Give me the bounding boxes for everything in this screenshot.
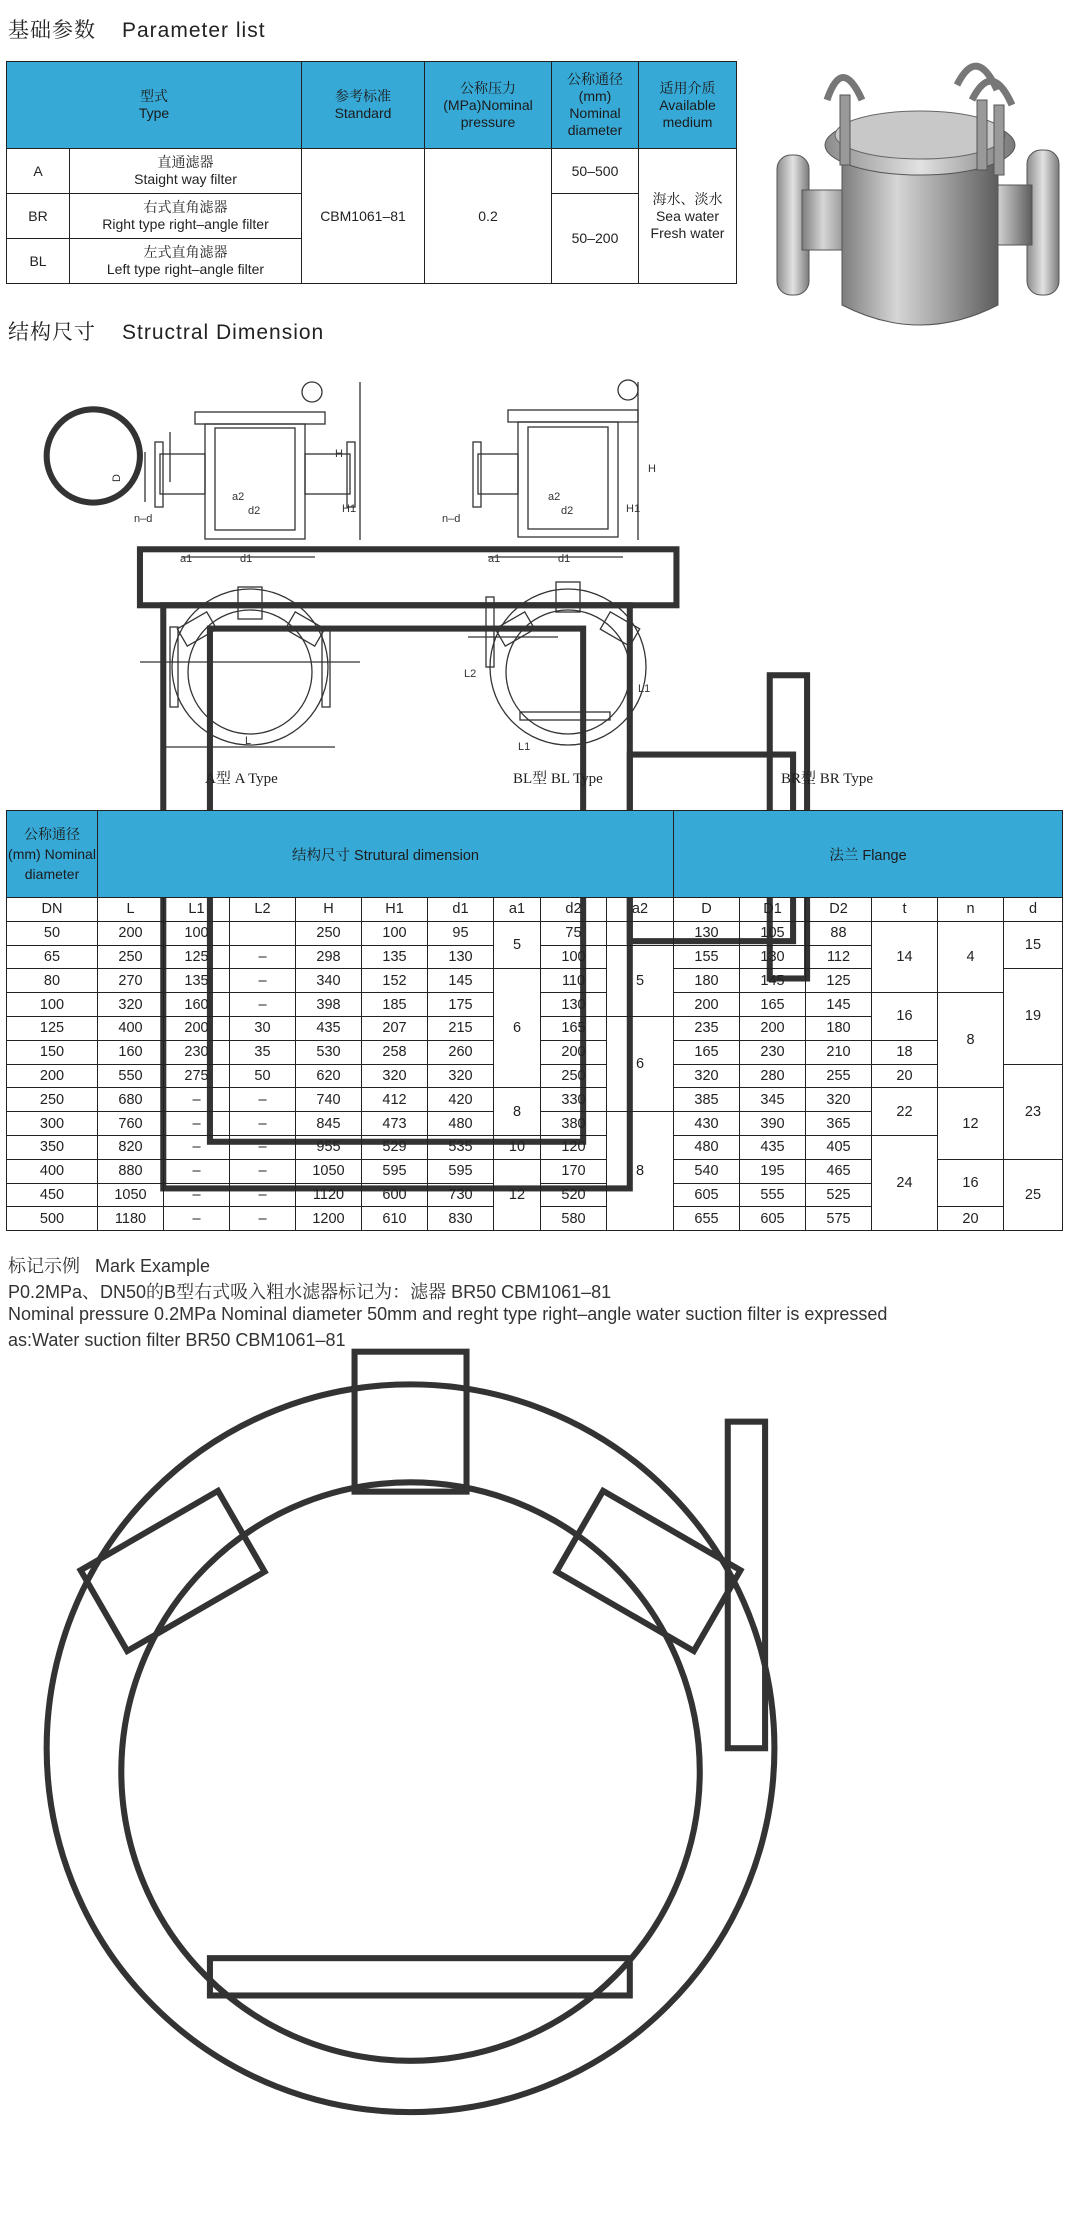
cell-d1: 260 — [428, 1040, 494, 1064]
cell-l: 1050 — [98, 1183, 164, 1207]
cell-D2: 465 — [806, 1159, 872, 1183]
cell-d1: 215 — [428, 1016, 494, 1040]
column-header-dn: DN — [7, 898, 98, 922]
cell-h1: 207 — [362, 1016, 428, 1040]
svg-text:d2: d2 — [248, 505, 261, 517]
type-code: BL — [7, 239, 70, 284]
cell-d: 23 — [1004, 1064, 1063, 1159]
cell-l: 820 — [98, 1135, 164, 1159]
cell-l2: 35 — [230, 1040, 296, 1064]
cell-l2: – — [230, 1159, 296, 1183]
cell-l1: 275 — [164, 1064, 230, 1088]
structural-dimension-title — [8, 316, 324, 346]
column-header-d2: d2 — [541, 898, 607, 922]
svg-text:H: H — [648, 463, 656, 475]
cell-l2: 50 — [230, 1064, 296, 1088]
cell-d2: 580 — [541, 1207, 607, 1231]
header-type: 型式 Type — [7, 62, 302, 149]
header-structural-dimension: 结构尺寸 Strutural dimension — [98, 811, 674, 898]
svg-text:L2: L2 — [464, 668, 477, 680]
cell-D: 130 — [674, 921, 740, 945]
cell-h: 435 — [296, 1016, 362, 1040]
svg-text:n–d: n–d — [442, 513, 461, 525]
cell-l2: – — [230, 1112, 296, 1136]
type-code: A — [7, 149, 70, 194]
title-cn: 结构尺寸 — [8, 320, 96, 344]
svg-text:H1: H1 — [342, 503, 357, 515]
cell-d1: 730 — [428, 1183, 494, 1207]
svg-text:d1: d1 — [558, 553, 571, 565]
cell-d1: 535 — [428, 1135, 494, 1159]
svg-text:a1: a1 — [488, 553, 501, 565]
cell-d1: 320 — [428, 1064, 494, 1088]
cell-D: 200 — [674, 993, 740, 1017]
cell-h1: 320 — [362, 1064, 428, 1088]
cell-h1: 100 — [362, 921, 428, 945]
cell-d2: 165 — [541, 1016, 607, 1040]
cell-h1: 258 — [362, 1040, 428, 1064]
svg-text:n–d: n–d — [134, 513, 153, 525]
cell-l: 680 — [98, 1088, 164, 1112]
cell-dn: 80 — [7, 969, 98, 993]
cell-n: 16 — [938, 1159, 1004, 1207]
type-code: BR — [7, 194, 70, 239]
cell-D1: 145 — [740, 969, 806, 993]
header-pressure: 公称压力 (MPa)Nominal pressure — [425, 62, 552, 149]
cell-a1: 8 — [494, 1088, 541, 1136]
cell-D1: 105 — [740, 921, 806, 945]
filter-product-photo — [772, 45, 1064, 335]
cell-dn: 200 — [7, 1064, 98, 1088]
title-en: Structral Dimension — [122, 321, 325, 344]
cell-a2 — [607, 921, 674, 945]
cell-l: 1180 — [98, 1207, 164, 1231]
svg-text:D: D — [111, 474, 123, 482]
cell-d2: 520 — [541, 1183, 607, 1207]
cell-a1: 12 — [494, 1159, 541, 1230]
cell-d2: 380 — [541, 1112, 607, 1136]
cell-dn: 100 — [7, 993, 98, 1017]
cell-D2: 365 — [806, 1112, 872, 1136]
cell-D1: 390 — [740, 1112, 806, 1136]
cell-l1: – — [164, 1207, 230, 1231]
cell-D: 385 — [674, 1088, 740, 1112]
cell-l: 160 — [98, 1040, 164, 1064]
cell-d: 15 — [1004, 921, 1063, 969]
svg-text:d1: d1 — [240, 553, 253, 565]
svg-text:a2: a2 — [232, 491, 245, 503]
column-header-t: t — [872, 898, 938, 922]
cell-h: 530 — [296, 1040, 362, 1064]
br-type-caption: BR型 BR Type — [781, 771, 874, 787]
cell-D1: 230 — [740, 1040, 806, 1064]
cell-D: 180 — [674, 969, 740, 993]
header-medium: 适用介质 Available medium — [639, 62, 737, 149]
cell-a2: 6 — [607, 1016, 674, 1111]
standard-value: CBM1061–81 — [302, 149, 425, 284]
cell-l2: – — [230, 1183, 296, 1207]
cell-l2 — [230, 921, 296, 945]
cell-d1: 130 — [428, 945, 494, 969]
cell-t: 16 — [872, 993, 938, 1041]
cell-n: 20 — [938, 1207, 1004, 1231]
title-cn: 基础参数 — [8, 18, 96, 42]
cell-D2: 112 — [806, 945, 872, 969]
cell-D: 235 — [674, 1016, 740, 1040]
cell-l1: 125 — [164, 945, 230, 969]
cell-D1: 130 — [740, 945, 806, 969]
pressure-value: 0.2 — [425, 149, 552, 284]
cell-h: 340 — [296, 969, 362, 993]
cell-l: 760 — [98, 1112, 164, 1136]
a-type-caption: A型 A Type — [205, 771, 278, 787]
column-header-h1: H1 — [362, 898, 428, 922]
svg-text:L1: L1 — [638, 683, 651, 695]
cell-l: 250 — [98, 945, 164, 969]
cell-l: 550 — [98, 1064, 164, 1088]
cell-t: 24 — [872, 1135, 938, 1230]
column-header-row — [7, 898, 1063, 922]
dimension-table — [6, 810, 1063, 1231]
diameter-range: 50–500 — [552, 149, 639, 194]
cell-h1: 135 — [362, 945, 428, 969]
parameter-list-title — [8, 14, 266, 44]
cell-h: 1120 — [296, 1183, 362, 1207]
cell-D: 155 — [674, 945, 740, 969]
cell-d2: 130 — [541, 993, 607, 1017]
table-row — [7, 1135, 1063, 1159]
cell-D1: 555 — [740, 1183, 806, 1207]
cell-dn: 300 — [7, 1112, 98, 1136]
header-nominal-diameter: 公称通径 (mm) Nominal diameter — [7, 811, 98, 898]
cell-n: 12 — [938, 1088, 1004, 1159]
cell-d2: 120 — [541, 1135, 607, 1159]
cell-D2: 88 — [806, 921, 872, 945]
cell-l: 400 — [98, 1016, 164, 1040]
parameter-table — [6, 61, 737, 284]
cell-a1: 6 — [494, 969, 541, 1088]
cell-D: 430 — [674, 1112, 740, 1136]
cell-D: 320 — [674, 1064, 740, 1088]
cell-l2: – — [230, 969, 296, 993]
cell-t: 18 — [872, 1040, 938, 1064]
cell-a1: 5 — [494, 921, 541, 969]
column-header-d: D — [674, 898, 740, 922]
cell-D2: 575 — [806, 1207, 872, 1231]
cell-dn: 150 — [7, 1040, 98, 1064]
cell-D: 480 — [674, 1135, 740, 1159]
cell-d1: 175 — [428, 993, 494, 1017]
cell-l1: – — [164, 1135, 230, 1159]
cell-D2: 145 — [806, 993, 872, 1017]
column-header-l1: L1 — [164, 898, 230, 922]
cell-dn: 125 — [7, 1016, 98, 1040]
cell-D1: 605 — [740, 1207, 806, 1231]
column-header-d: d — [1004, 898, 1063, 922]
cell-d1: 595 — [428, 1159, 494, 1183]
cell-l2: 30 — [230, 1016, 296, 1040]
type-name: 右式直角滤器 Right type right–angle filter — [70, 194, 302, 239]
mark-example-line-3: as:Water suction filter BR50 CBM1061–81 — [8, 1330, 346, 1350]
cell-l1: 200 — [164, 1016, 230, 1040]
cell-l1: 135 — [164, 969, 230, 993]
cell-l1: – — [164, 1112, 230, 1136]
cell-h1: 185 — [362, 993, 428, 1017]
cell-h: 1050 — [296, 1159, 362, 1183]
column-header-n: n — [938, 898, 1004, 922]
svg-text:d2: d2 — [561, 505, 574, 517]
medium-value: 海水、淡水 Sea water Fresh water — [639, 149, 737, 284]
cell-D2: 525 — [806, 1183, 872, 1207]
cell-D2: 320 — [806, 1088, 872, 1112]
cell-d: 19 — [1004, 969, 1063, 1064]
cell-d2: 200 — [541, 1040, 607, 1064]
cell-l2: – — [230, 1088, 296, 1112]
cell-h: 298 — [296, 945, 362, 969]
cell-h1: 152 — [362, 969, 428, 993]
cell-h: 740 — [296, 1088, 362, 1112]
column-header-l: L — [98, 898, 164, 922]
cell-D2: 125 — [806, 969, 872, 993]
header-flange: 法兰 Flange — [674, 811, 1063, 898]
cell-d2: 100 — [541, 945, 607, 969]
column-header-l2: L2 — [230, 898, 296, 922]
svg-text:H: H — [335, 448, 343, 460]
title-en: Parameter list — [122, 19, 266, 42]
cell-D: 655 — [674, 1207, 740, 1231]
cell-t: 22 — [872, 1088, 938, 1136]
cell-l: 880 — [98, 1159, 164, 1183]
mark-example-title: 标记示例 Mark Example — [8, 1256, 211, 1276]
cell-D1: 345 — [740, 1088, 806, 1112]
cell-dn: 500 — [7, 1207, 98, 1231]
cell-l2: – — [230, 945, 296, 969]
cell-l1: – — [164, 1183, 230, 1207]
cell-d2: 330 — [541, 1088, 607, 1112]
cell-h1: 412 — [362, 1088, 428, 1112]
cell-D1: 165 — [740, 993, 806, 1017]
cell-dn: 50 — [7, 921, 98, 945]
table-row — [7, 1088, 1063, 1112]
svg-text:a2: a2 — [548, 491, 561, 503]
column-header-d1: D1 — [740, 898, 806, 922]
cell-dn: 65 — [7, 945, 98, 969]
cell-d1: 95 — [428, 921, 494, 945]
diameter-range: 50–200 — [552, 194, 639, 284]
cell-d1: 420 — [428, 1088, 494, 1112]
cell-D: 165 — [674, 1040, 740, 1064]
column-header-d1: d1 — [428, 898, 494, 922]
cell-d1: 145 — [428, 969, 494, 993]
cell-n: 4 — [938, 921, 1004, 992]
cell-dn: 250 — [7, 1088, 98, 1112]
cell-n: 8 — [938, 993, 1004, 1088]
svg-text:a1: a1 — [180, 553, 193, 565]
type-name: 左式直角滤器 Left type right–angle filter — [70, 239, 302, 284]
cell-l1: 100 — [164, 921, 230, 945]
cell-dn: 400 — [7, 1159, 98, 1183]
cell-D2: 180 — [806, 1016, 872, 1040]
cell-d2: 75 — [541, 921, 607, 945]
cell-dn: 450 — [7, 1183, 98, 1207]
cell-h: 955 — [296, 1135, 362, 1159]
svg-text:H1: H1 — [626, 503, 641, 515]
cell-D1: 200 — [740, 1016, 806, 1040]
mark-example-line-2: Nominal pressure 0.2MPa Nominal diameter 50mm and reght type right–angle water suction filter is expressed — [8, 1304, 888, 1324]
cell-D1: 435 — [740, 1135, 806, 1159]
svg-text:L: L — [245, 735, 252, 747]
cell-l: 200 — [98, 921, 164, 945]
type-name: 直通滤器 Staight way filter — [70, 149, 302, 194]
bl-type-caption: BL型 BL Type — [513, 771, 603, 787]
cell-l1: – — [164, 1088, 230, 1112]
cell-l1: 230 — [164, 1040, 230, 1064]
cell-a2: 8 — [607, 1112, 674, 1231]
cell-D1: 280 — [740, 1064, 806, 1088]
cell-h1: 600 — [362, 1183, 428, 1207]
cell-dn: 350 — [7, 1135, 98, 1159]
cell-l2: – — [230, 1135, 296, 1159]
mark-example-line-1: P0.2MPa、DN50的B型右式吸入粗水滤器标记为：滤器 BR50 CBM1061–81 — [8, 1282, 612, 1302]
cell-d1: 830 — [428, 1207, 494, 1231]
column-header-h: H — [296, 898, 362, 922]
cell-h1: 473 — [362, 1112, 428, 1136]
column-header-d2: D2 — [806, 898, 872, 922]
cell-d2: 170 — [541, 1159, 607, 1183]
cell-h: 845 — [296, 1112, 362, 1136]
cell-l1: – — [164, 1159, 230, 1183]
cell-l: 270 — [98, 969, 164, 993]
cell-D2: 405 — [806, 1135, 872, 1159]
cell-d: 25 — [1004, 1159, 1063, 1230]
cell-d1: 480 — [428, 1112, 494, 1136]
cell-l1: 160 — [164, 993, 230, 1017]
cell-h: 1200 — [296, 1207, 362, 1231]
cell-t: 14 — [872, 921, 938, 992]
cell-D1: 195 — [740, 1159, 806, 1183]
cell-l: 320 — [98, 993, 164, 1017]
table-row — [7, 921, 1063, 945]
cell-a2: 5 — [607, 945, 674, 1016]
cell-h1: 595 — [362, 1159, 428, 1183]
cell-l2: – — [230, 993, 296, 1017]
cell-D2: 255 — [806, 1064, 872, 1088]
cell-d2: 250 — [541, 1064, 607, 1088]
header-diameter: 公称通径 (mm) Nominal diameter — [552, 62, 639, 149]
svg-text:L1: L1 — [518, 741, 531, 753]
column-header-a2: a2 — [607, 898, 674, 922]
cell-h: 398 — [296, 993, 362, 1017]
cell-D2: 210 — [806, 1040, 872, 1064]
cell-h1: 529 — [362, 1135, 428, 1159]
cell-l2: – — [230, 1207, 296, 1231]
cell-D: 605 — [674, 1183, 740, 1207]
header-standard: 参考标准 Standard — [302, 62, 425, 149]
cell-D: 540 — [674, 1159, 740, 1183]
cell-a1: 10 — [494, 1135, 541, 1159]
column-header-a1: a1 — [494, 898, 541, 922]
cell-h1: 610 — [362, 1207, 428, 1231]
cell-h: 620 — [296, 1064, 362, 1088]
cell-t: 20 — [872, 1064, 938, 1088]
cell-h: 250 — [296, 921, 362, 945]
cell-d2: 110 — [541, 969, 607, 993]
